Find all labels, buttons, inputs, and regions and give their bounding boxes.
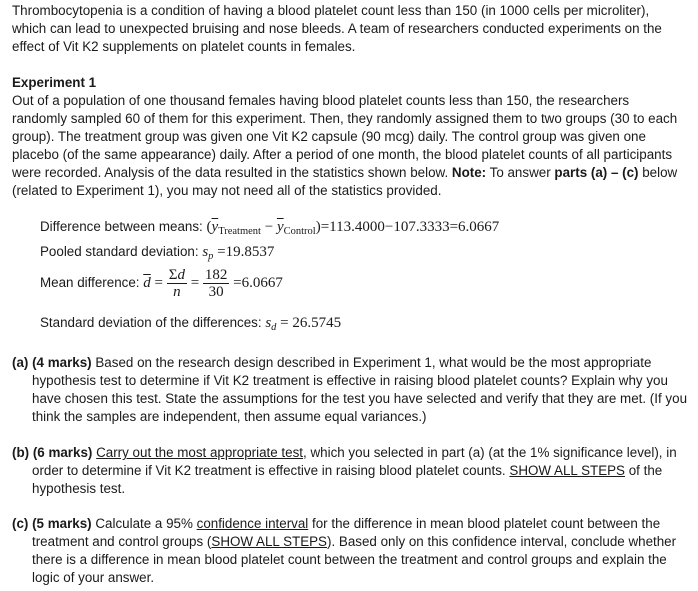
question-a-label: (a) (4 marks): [12, 355, 92, 370]
question-c-underline-1: confidence interval: [196, 516, 309, 531]
question-c-label: (c) (5 marks): [12, 516, 92, 531]
question-b: [12, 444, 692, 498]
question-b-label: (b) (6 marks): [12, 445, 93, 460]
intro-paragraph: Thrombocytopenia is a condition of having a blood platelet count less than 150 (in 1000 cells per microliter), which can lead to unexpected bruising and nose bleeds. A team of researchers conducted experiments on the effect of Vit K2 supplements on platelet counts in females.: [12, 3, 662, 54]
experiment-heading: Experiment 1: [12, 75, 97, 90]
note-label: Note:: [451, 165, 487, 180]
experiment-section: [12, 74, 684, 200]
question-b-underline-1: Carry out the most appropriate test: [96, 445, 304, 460]
stat-pooled-sd: Pooled standard deviation: $s_p =19.8537$: [40, 244, 275, 262]
note-tail: below (related to Experiment 1), you may not need all of the statistics provided.: [12, 165, 678, 198]
note-text: To answer: [489, 165, 551, 180]
stat-mean-difference: Mean difference: $\overline{d}$ = $\frac{\Sigma d}{n}$ = $\frac{182}{30}$ =6.0667: [40, 267, 283, 300]
experiment-text: Out of a population of one thousand females having blood platelet counts less than 150, the researchers randomly sampled 60 of them for this experiment. Then, they randomly assigned them to two groups (30 to each group). The treatment group was given one Vit K2 capsule (90 mcg) daily. The control group was given one placebo (of the same appearance) daily. After a period of one month, the blood platelet counts of all participants were recorded. Analysis of the data resulted in the statistics shown below.: [12, 93, 678, 180]
question-c-underline-2: SHOW ALL STEPS: [211, 534, 327, 549]
question-a: [12, 354, 692, 426]
question-b-tail: of the hypothesis test.: [32, 463, 663, 496]
stat-difference-means: Difference between means: $(\overline{y}_{Treatment} - \overline{y}_{Control})=113.4000-107.3333=6.0667$: [40, 219, 500, 237]
question-c-text-2: for the difference in mean blood platelet count between the treatment and control groups (: [32, 516, 661, 549]
question-c-text-1: Calculate a 95%: [95, 516, 193, 531]
question-b-underline-2: SHOW ALL STEPS: [509, 463, 625, 478]
question-c: [12, 515, 692, 587]
question-a-text: Based on the research design described in Experiment 1, what would be the most appropriate hypothesis test to determine if Vit K2 treatment is effective in raising blood platelet counts? Explain why you have chosen this test. State the assumptions for the test you have selected and verify that they are met. (If you think the samples are independent, then assume equal variances.): [32, 355, 688, 424]
question-c-text-3: ). Based only on this confidence interval, conclude whether there is a difference in mean blood platelet count between the treatment and control groups and explain the logic of your answer.: [32, 534, 677, 585]
stat-sd-differences: Standard deviation of the differences: $s_d = 26.5745$: [40, 315, 342, 333]
note-bold: parts (a) – (c): [554, 165, 639, 180]
question-b-text: , which you selected in part (a) (at the 1% significance level), in order to determine if Vit K2 treatment is effective in raising blood platelet counts.: [32, 445, 677, 478]
experiment-body: [12, 92, 684, 200]
